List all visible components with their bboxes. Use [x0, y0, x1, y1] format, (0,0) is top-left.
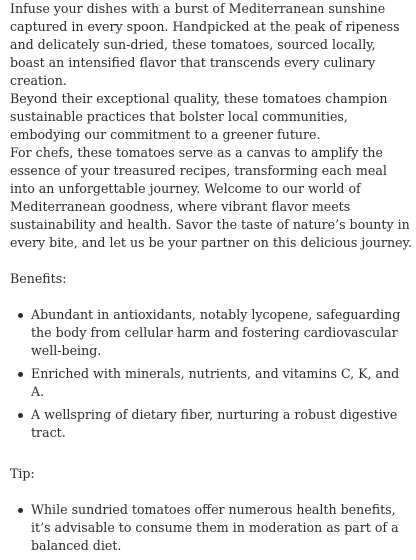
benefit-item-2: Enriched with minerals, nutrients, and vitamins C, K, and A. — [10, 365, 412, 401]
spacer — [10, 252, 412, 270]
tip-item-1: While sundried tomatoes offer numerous health benefits, it’s advisable to consume them in moderation as part of a balanced diet. — [10, 501, 412, 555]
spacer — [10, 447, 412, 465]
benefits-list — [10, 306, 412, 442]
intro-paragraph-3: For chefs, these tomatoes serve as a canvas to amplify the essence of your treasured recipes, transforming each meal into an unforgettable journey. Welcome to our world of Mediterranean goodness, where vibrant flavor meets sustainability and health. Savor the taste of nature’s bounty in every bite, and let us be your partner on this delicious journey. — [10, 145, 412, 250]
spacer — [10, 288, 412, 306]
intro-paragraph-2: Beyond their exceptional quality, these tomatoes champion sustainable practices that bolster local communities, embodying our commitment to a greener future. — [10, 91, 388, 142]
benefit-item-3: A wellspring of dietary fiber, nurturing a robust digestive tract. — [10, 406, 412, 442]
intro-paragraph-1: Infuse your dishes with a burst of Mediterranean sunshine captured in every spoon. Handpicked at the peak of ripeness and delicately sun-dried, these tomatoes, sourced locally, boast an intensified flavor that transcends every culinary creation. — [10, 1, 400, 88]
product-description — [10, 0, 412, 560]
tip-list — [10, 501, 412, 555]
tip-heading: Tip: — [10, 466, 35, 481]
benefit-item-1: Abundant in antioxidants, notably lycopene, safeguarding the body from cellular harm and fostering cardiovascular well-being. — [10, 306, 412, 360]
benefits-heading: Benefits: — [10, 271, 67, 286]
